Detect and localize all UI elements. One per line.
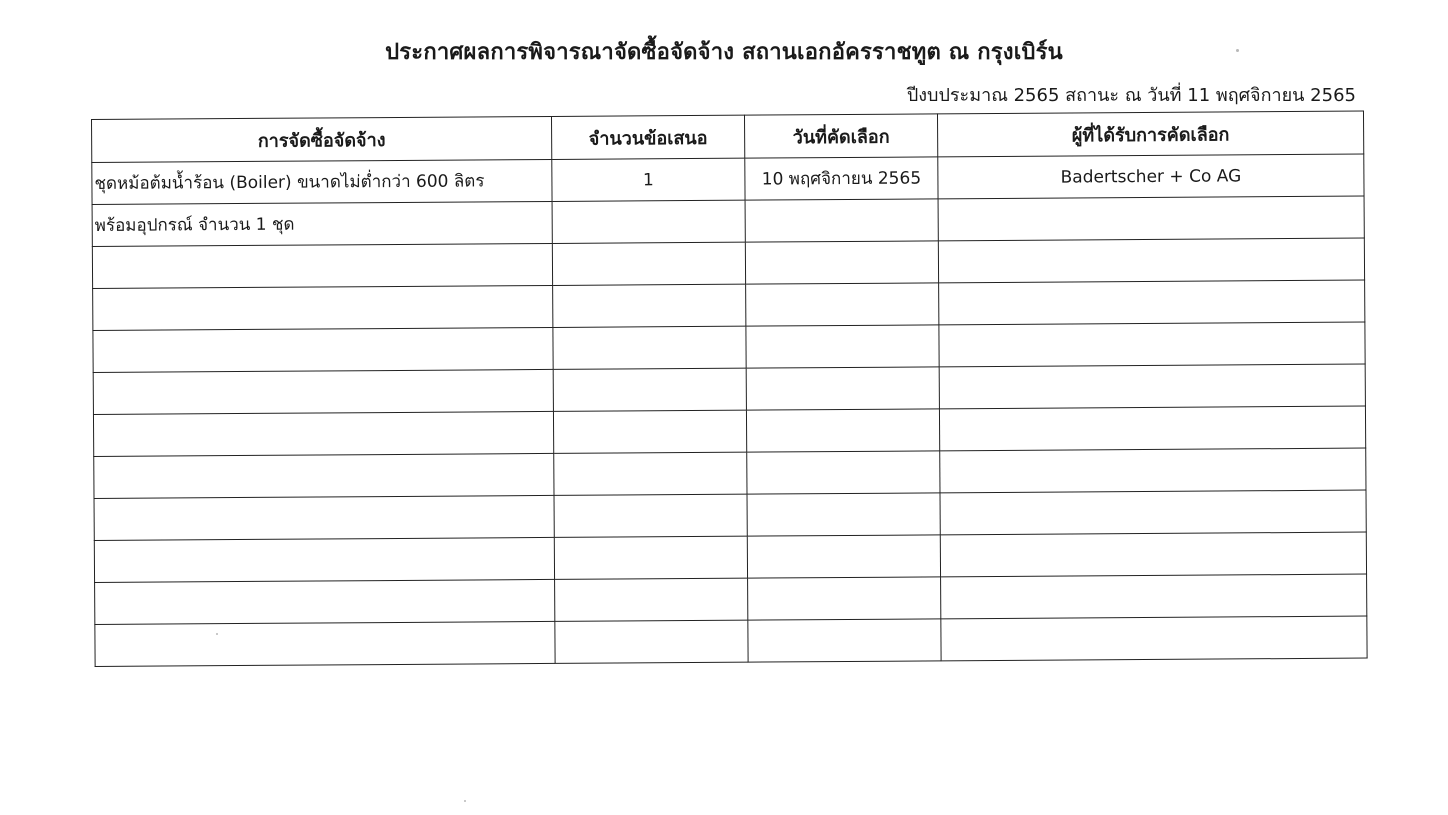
cell-selection-date <box>747 451 940 494</box>
cell-selected-vendor <box>939 322 1365 367</box>
procurement-table <box>91 111 1368 667</box>
cell-offer-count <box>552 242 745 285</box>
cell-offer-count <box>553 326 746 369</box>
cell-selected-vendor: Badertscher + Co AG <box>938 154 1364 199</box>
table-body <box>92 154 1367 666</box>
cell-selected-vendor <box>938 238 1364 283</box>
cell-procurement <box>93 369 553 414</box>
cell-selection-date <box>745 199 938 242</box>
cell-selection-date <box>747 493 940 536</box>
cell-selection-date <box>747 535 940 578</box>
cell-selected-vendor <box>941 574 1367 619</box>
cell-offer-count <box>554 494 747 537</box>
cell-selected-vendor <box>939 364 1365 409</box>
cell-procurement <box>93 411 553 456</box>
cell-selected-vendor <box>940 490 1366 535</box>
cell-procurement <box>92 243 552 288</box>
cell-selected-vendor <box>941 616 1367 661</box>
cell-procurement: ชุดหม้อต้มน้ำร้อน (Boiler) ขนาดไม่ต่ำกว่า 600 ลิตร <box>92 159 552 204</box>
cell-procurement <box>95 621 555 666</box>
cell-selection-date <box>748 577 941 620</box>
header-offer-count: จำนวนข้อเสนอ <box>551 115 744 159</box>
cell-procurement <box>95 579 555 624</box>
header-selection-date: วันที่คัดเลือก <box>744 114 937 158</box>
cell-selection-date <box>748 619 941 662</box>
cell-offer-count <box>553 368 746 411</box>
header-selected-vendor: ผู้ที่ได้รับการคัดเลือก <box>937 111 1363 157</box>
table-row <box>95 616 1367 666</box>
cell-offer-count: 1 <box>552 158 745 201</box>
cell-selected-vendor <box>940 448 1366 493</box>
cell-selection-date: 10 พฤศจิกายน 2565 <box>745 157 938 200</box>
cell-selection-date <box>745 241 938 284</box>
procurement-table-wrapper <box>91 111 1367 667</box>
cell-offer-count <box>555 620 748 663</box>
cell-selected-vendor <box>939 406 1365 451</box>
cell-offer-count <box>553 284 746 327</box>
header-procurement: การจัดซื้อจัดจ้าง <box>92 116 552 162</box>
status-date-line: ปีงบประมาณ 2565 สถานะ ณ วันที่ 11 พฤศจิกายน 2565 <box>906 85 1356 106</box>
cell-procurement <box>93 327 553 372</box>
cell-procurement: พร้อมอุปกรณ์ จำนวน 1 ชุด <box>92 201 552 246</box>
cell-procurement <box>94 453 554 498</box>
cell-selected-vendor <box>940 532 1366 577</box>
cell-procurement <box>94 537 554 582</box>
scan-speck <box>464 800 466 802</box>
cell-offer-count <box>554 536 747 579</box>
cell-selection-date <box>746 283 939 326</box>
scan-speck <box>216 633 218 635</box>
cell-selection-date <box>746 325 939 368</box>
cell-offer-count <box>552 200 745 243</box>
page-title: ประกาศผลการพิจารณาจัดซื้อจัดจ้าง สถานเอกอัครราชทูต ณ กรุงเบิร์น <box>385 40 1063 65</box>
cell-selected-vendor <box>938 196 1364 241</box>
cell-selected-vendor <box>939 280 1365 325</box>
cell-offer-count <box>554 452 747 495</box>
cell-procurement <box>94 495 554 540</box>
cell-selection-date <box>746 409 939 452</box>
cell-offer-count <box>555 578 748 621</box>
scan-speck <box>1236 49 1239 52</box>
cell-offer-count <box>553 410 746 453</box>
cell-procurement <box>93 285 553 330</box>
cell-selection-date <box>746 367 939 410</box>
